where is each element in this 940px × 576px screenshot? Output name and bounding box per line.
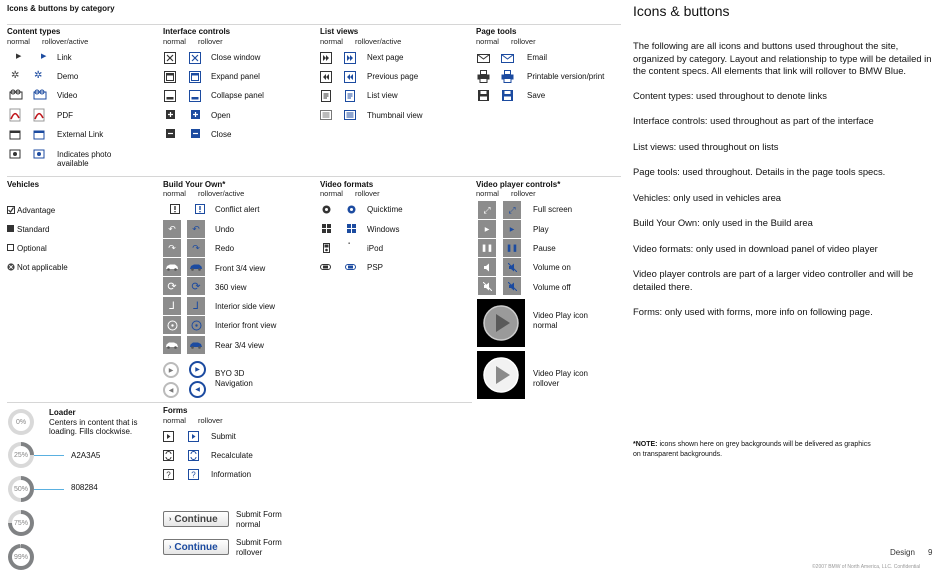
- pause-button-rollover[interactable]: ❚❚: [503, 239, 521, 257]
- mute-icon: [483, 282, 492, 291]
- next-page-icon-rollover[interactable]: [344, 52, 356, 64]
- ipod-icon[interactable]: [323, 243, 330, 253]
- continue-button[interactable]: [163, 511, 229, 527]
- close-minus-icon-rollover[interactable]: [191, 129, 200, 138]
- col-normal: normal: [163, 416, 186, 425]
- optional-square-icon: [7, 244, 14, 251]
- usage-line: Content types: used throughout to denote links: [633, 89, 827, 101]
- content-type-label: Link: [57, 53, 72, 62]
- video-play-icon-rollover[interactable]: [477, 351, 525, 399]
- chevron-right-icon: ›: [169, 543, 172, 551]
- col-normal: normal: [7, 37, 30, 46]
- continue-label: Continue: [174, 541, 218, 553]
- play-circle-icon: [482, 304, 520, 342]
- demo-icon-rollover[interactable]: ✲: [34, 70, 43, 81]
- open-plus-icon-rollover[interactable]: [191, 110, 200, 119]
- byo-label: Undo: [215, 225, 235, 234]
- footer-section: Design: [890, 548, 915, 557]
- video-control-label: Pause: [533, 244, 556, 253]
- col-normal: normal: [476, 189, 499, 198]
- content-type-label: available: [57, 159, 89, 168]
- continue-label: Continue: [174, 513, 218, 525]
- pause-button[interactable]: ❚❚: [478, 239, 496, 257]
- external-link-icon[interactable]: [9, 128, 21, 140]
- col-rollover: rollover: [198, 37, 223, 46]
- build-your-own-title: Build Your Own*: [163, 180, 226, 189]
- col-rollover-active: rollover/active: [355, 37, 402, 46]
- loader-color-dark: 808284: [71, 483, 98, 492]
- page-tool-label: Save: [527, 91, 546, 100]
- 360-view-button[interactable]: ⟳: [163, 277, 181, 295]
- content-type-label: External Link: [57, 130, 104, 139]
- vehicle-label: Standard: [17, 225, 50, 234]
- collapse-panel-icon-rollover[interactable]: [189, 90, 201, 102]
- front-view-button-rollover[interactable]: [187, 258, 205, 276]
- usage-line: Build Your Own: only used in the Build area: [633, 217, 813, 228]
- volume-on-button[interactable]: [478, 258, 496, 276]
- loader-percent: 99%: [13, 553, 28, 561]
- chevron-right-icon: ›: [169, 515, 172, 523]
- video-control-label: Volume on: [533, 263, 571, 272]
- car-rear-icon: [165, 341, 179, 349]
- play-icon-normal-label: Video Play icon: [533, 311, 588, 320]
- standard-square-icon: [7, 225, 14, 232]
- next-page-icon[interactable]: [320, 52, 332, 64]
- interface-control-label: Open: [211, 111, 231, 120]
- usage-line: Video formats: only used in download panel of video player: [633, 242, 878, 254]
- play-icon-rollover-state: rollover: [533, 379, 560, 388]
- quicktime-icon[interactable]: [322, 205, 331, 214]
- intro-paragraph: The following are all icons and buttons used throughout the site, organized by category. Layout and relationship to type will be detailed in the content specs. All elements that link will rollover to BMW Blue.: [633, 40, 932, 76]
- nav-next-circle[interactable]: ▶: [163, 362, 179, 378]
- loader-percent: 75%: [13, 519, 28, 527]
- col-normal: normal: [476, 37, 499, 46]
- footer-copyright: ©2007 BMW of North America, LLC. Confidential: [812, 564, 921, 570]
- col-rollover-active: rollover/active: [198, 189, 245, 198]
- speaker-icon: [483, 263, 492, 272]
- submit-form-label: Submit Form: [236, 538, 282, 547]
- volume-on-button-rollover[interactable]: [503, 258, 521, 276]
- 360-view-button-rollover[interactable]: ⟳: [187, 277, 205, 295]
- byo-label: 360 view: [215, 283, 247, 292]
- information-icon-rollover[interactable]: [188, 469, 199, 480]
- full-screen-button-rollover[interactable]: ⤢: [503, 201, 521, 219]
- loader-percent: 50%: [13, 485, 28, 493]
- usage-line: Forms: only used with forms, more info on following page.: [633, 306, 873, 317]
- loader-color-light: A2A3A5: [71, 451, 101, 460]
- col-rollover: rollover: [511, 189, 536, 198]
- video-icon[interactable]: [9, 89, 23, 101]
- steering-wheel-icon: [191, 320, 202, 331]
- submit-form-label: Submit Form: [236, 510, 282, 519]
- vehicle-label: Not applicable: [17, 263, 68, 272]
- loader-percent: 25%: [13, 451, 28, 459]
- interface-control-label: Close window: [211, 53, 261, 62]
- byo-label: Interior front view: [215, 321, 277, 330]
- photo-icon[interactable]: [9, 148, 21, 160]
- redo-button[interactable]: ↷: [163, 239, 181, 257]
- byo-label: Redo: [215, 244, 235, 253]
- note-text: icons shown here on grey backgrounds will be delivered as graphics: [657, 441, 871, 448]
- usage-line: List views: used throughout on lists: [633, 140, 779, 152]
- content-type-label: Video: [57, 91, 78, 100]
- submit-icon-rollover[interactable]: [188, 431, 199, 442]
- previous-page-icon[interactable]: [320, 71, 332, 83]
- recalculate-icon[interactable]: [163, 450, 174, 461]
- loader-99: [8, 544, 34, 570]
- page-tool-label: Email: [527, 53, 548, 62]
- windows-icon[interactable]: [322, 224, 331, 233]
- vehicle-label: Advantage: [17, 206, 56, 215]
- link-arrow-icon-rollover[interactable]: ▶: [41, 53, 47, 60]
- svg-text:?: ?: [191, 470, 196, 480]
- content-type-label: Indicates photo: [57, 150, 112, 159]
- nav-prev-circle[interactable]: ◀: [163, 382, 179, 398]
- list-view-label: Thumbnail view: [367, 111, 423, 120]
- content-type-label: PDF: [57, 111, 73, 120]
- submit-icon[interactable]: [163, 431, 174, 442]
- callout-line: [34, 455, 64, 456]
- ipod-icon-rollover[interactable]: ▪: [348, 241, 351, 247]
- col-rollover: rollover: [511, 37, 536, 46]
- vehicle-label: Optional: [17, 244, 47, 253]
- byo-label: Rear 3/4 view: [215, 341, 264, 350]
- note-text-2: on transparent backgrounds.: [633, 451, 723, 458]
- print-icon-rollover[interactable]: [501, 70, 514, 83]
- print-icon[interactable]: [477, 70, 490, 83]
- play-icon-normal-state: normal: [533, 321, 558, 330]
- page-tool-label: Printable version/print: [527, 72, 605, 81]
- content-type-label: Demo: [57, 72, 79, 81]
- car-front-icon: [189, 263, 203, 271]
- divider: [7, 24, 621, 25]
- mute-icon: [508, 282, 517, 291]
- undo-button[interactable]: ↶: [163, 220, 181, 238]
- col-normal: normal: [163, 189, 186, 198]
- speaker-icon: [508, 263, 517, 272]
- external-link-icon-rollover[interactable]: [33, 128, 45, 140]
- list-view-icon-rollover[interactable]: [344, 90, 356, 102]
- advantage-check-icon: [7, 206, 15, 214]
- loader-percent: 0%: [15, 418, 27, 426]
- col-rollover: rollover: [355, 189, 380, 198]
- usage-line: Video player controls are part of a larger video controller and will be detailed there.: [633, 268, 914, 292]
- form-label: Submit: [211, 432, 236, 441]
- pdf-icon[interactable]: [8, 108, 22, 122]
- email-icon-rollover[interactable]: [501, 52, 514, 64]
- col-normal: normal: [320, 189, 343, 198]
- recalculate-icon-rollover[interactable]: [188, 450, 199, 461]
- page-heading: Icons & buttons by category: [7, 4, 115, 13]
- quicktime-icon-rollover[interactable]: [347, 205, 356, 214]
- loader-50: [8, 476, 34, 502]
- thumbnail-view-icon[interactable]: [320, 109, 332, 121]
- thumbnail-view-icon-rollover[interactable]: [344, 109, 356, 121]
- psp-icon[interactable]: [320, 264, 331, 270]
- list-view-label: Next page: [367, 53, 404, 62]
- close-window-icon[interactable]: [164, 52, 176, 64]
- content-types-title: Content types: [7, 27, 61, 36]
- close-window-icon-rollover[interactable]: [189, 52, 201, 64]
- list-view-icon[interactable]: [320, 90, 332, 102]
- car-front-icon: [165, 263, 179, 271]
- list-view-label: Previous page: [367, 72, 419, 81]
- expand-panel-icon-rollover[interactable]: [189, 71, 201, 83]
- link-arrow-icon[interactable]: ▶: [16, 53, 22, 60]
- video-icon-rollover[interactable]: [33, 89, 47, 101]
- interior-side-button[interactable]: ⅃: [163, 297, 181, 315]
- divider: [7, 402, 472, 403]
- col-normal: normal: [163, 37, 186, 46]
- play-icon-rollover-label: Video Play icon: [533, 369, 588, 378]
- usage-line: Page tools: used throughout. Details in the page tools specs.: [633, 166, 886, 177]
- pdf-icon-rollover[interactable]: [32, 108, 46, 122]
- interface-control-label: Collapse panel: [211, 91, 264, 100]
- usage-line: Interface controls: used throughout as part of the interface: [633, 115, 874, 126]
- divider: [7, 176, 621, 177]
- redo-button-rollover[interactable]: ↷: [187, 239, 205, 257]
- psp-icon-rollover[interactable]: [345, 264, 356, 270]
- forms-title: Forms: [163, 406, 188, 415]
- form-label: Information: [211, 470, 252, 479]
- conflict-alert-icon[interactable]: [170, 204, 180, 214]
- usage-line: Vehicles: only used in vehicles area: [633, 191, 782, 203]
- video-formats-title: Video formats: [320, 180, 374, 189]
- volume-off-button-rollover[interactable]: [503, 277, 521, 295]
- note-label: *NOTE:: [633, 441, 658, 448]
- close-minus-icon[interactable]: [166, 129, 175, 138]
- byo-label: Front 3/4 view: [215, 264, 266, 273]
- windows-icon-rollover[interactable]: [347, 224, 356, 233]
- page-tools-title: Page tools: [476, 27, 517, 36]
- byo-label: Conflict alert: [215, 205, 260, 214]
- steering-wheel-icon: [167, 320, 178, 331]
- previous-page-icon-rollover[interactable]: [344, 71, 356, 83]
- video-format-label: PSP: [367, 263, 384, 272]
- expand-panel-icon[interactable]: [164, 71, 176, 83]
- byo-label: Interior side view: [215, 302, 276, 311]
- vehicles-title: Vehicles: [7, 180, 40, 189]
- volume-off-button[interactable]: [478, 277, 496, 295]
- loader-0: [8, 409, 34, 435]
- save-icon-rollover[interactable]: [502, 90, 513, 101]
- interface-controls-title: Interface controls: [163, 27, 231, 36]
- footer-page-number: 9: [928, 548, 933, 557]
- video-format-label: Windows: [367, 225, 400, 234]
- loader-desc: loading. Fills clockwise.: [49, 427, 133, 436]
- list-view-label: List view: [367, 91, 398, 100]
- loader-title: Loader: [49, 408, 76, 417]
- video-player-controls-title: Video player controls*: [476, 180, 561, 189]
- video-control-label: Volume off: [533, 283, 571, 292]
- full-screen-button[interactable]: ⤢: [478, 201, 496, 219]
- rear-view-button-rollover[interactable]: [187, 336, 205, 354]
- interior-front-button[interactable]: [163, 316, 181, 334]
- interior-front-button-rollover[interactable]: [187, 316, 205, 334]
- conflict-alert-icon-rollover[interactable]: [195, 204, 205, 214]
- video-format-label: iPod: [367, 244, 384, 253]
- col-normal: normal: [320, 37, 343, 46]
- submit-form-state: normal: [236, 520, 261, 529]
- loader-25: [8, 442, 34, 468]
- front-view-button[interactable]: [163, 258, 181, 276]
- open-plus-icon[interactable]: [166, 110, 175, 119]
- loader-75: [8, 510, 34, 536]
- interface-control-label: Expand panel: [211, 72, 260, 81]
- interface-control-label: Close: [211, 130, 232, 139]
- nav-prev-circle-rollover[interactable]: ◀: [189, 381, 206, 398]
- play-button-rollover[interactable]: ▶: [503, 220, 521, 238]
- undo-button-rollover[interactable]: ↶: [187, 220, 205, 238]
- not-applicable-icon: [7, 263, 15, 271]
- save-icon[interactable]: [478, 90, 489, 101]
- demo-icon[interactable]: ✲: [11, 70, 20, 81]
- col-rollover-active: rollover/active: [42, 37, 89, 46]
- play-circle-icon: [482, 356, 520, 394]
- loader-desc: Centers in content that is: [49, 418, 138, 427]
- list-views-title: List views: [320, 27, 359, 36]
- svg-text:?: ?: [166, 470, 171, 480]
- rear-view-button[interactable]: [163, 336, 181, 354]
- video-control-label: Full screen: [533, 205, 573, 214]
- video-control-label: Play: [533, 225, 549, 234]
- col-rollover: rollover: [198, 416, 223, 425]
- callout-line: [34, 489, 64, 490]
- video-play-icon[interactable]: [477, 299, 525, 347]
- continue-button-rollover[interactable]: [163, 539, 229, 555]
- video-format-label: Quicktime: [367, 205, 403, 214]
- submit-form-state: rollover: [236, 548, 263, 557]
- form-label: Recalculate: [211, 451, 253, 460]
- interior-side-button-rollover[interactable]: ⅃: [187, 297, 205, 315]
- nav-next-circle-rollover[interactable]: ▶: [189, 361, 206, 378]
- byo-label: BYO 3D: [215, 369, 245, 378]
- play-button[interactable]: ▶: [478, 220, 496, 238]
- car-rear-icon: [189, 341, 203, 349]
- email-icon[interactable]: [477, 52, 490, 64]
- byo-label: Navigation: [215, 379, 253, 388]
- note: [633, 440, 933, 460]
- right-panel-title: Icons & buttons: [633, 3, 730, 19]
- information-icon[interactable]: [163, 469, 174, 480]
- collapse-panel-icon[interactable]: [164, 90, 176, 102]
- photo-icon-rollover[interactable]: [33, 148, 45, 160]
- right-panel: [633, 3, 933, 319]
